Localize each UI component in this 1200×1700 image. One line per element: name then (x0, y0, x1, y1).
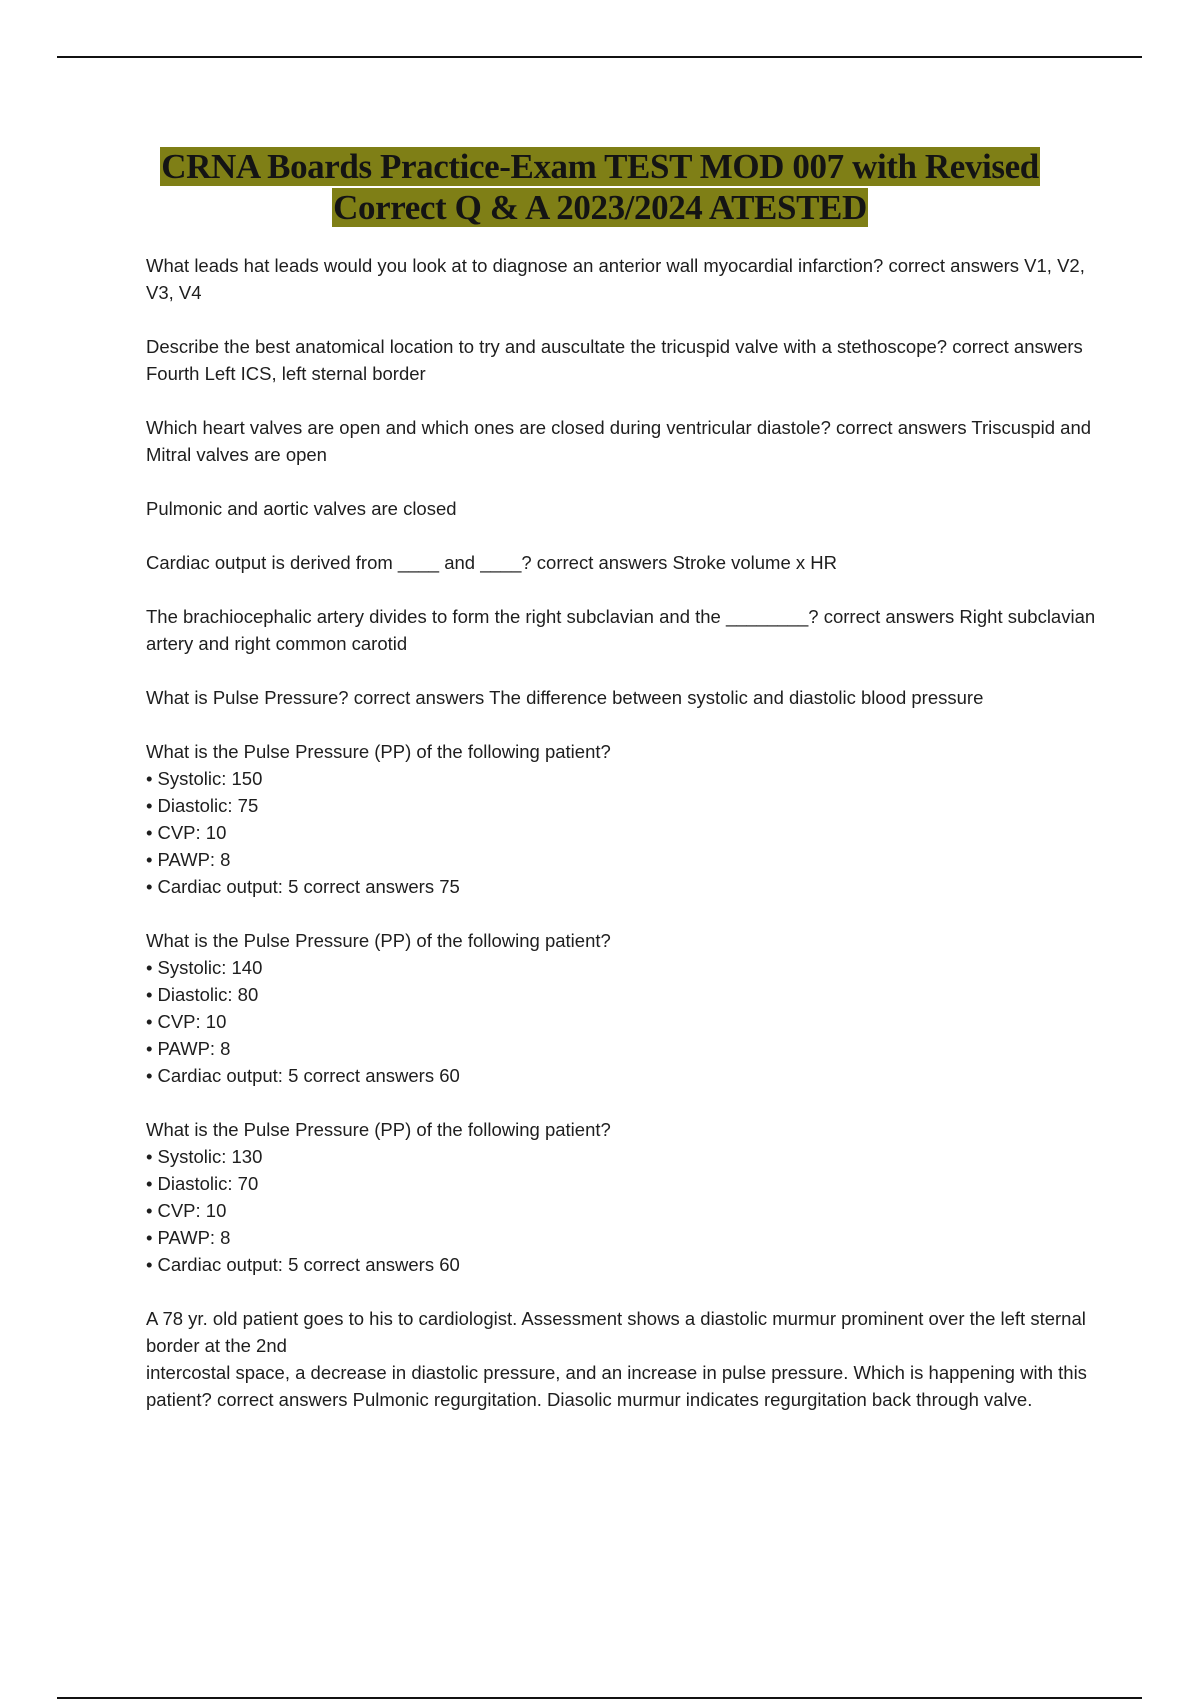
pp-values-list (146, 765, 1106, 900)
title-line-2: Correct Q & A 2023/2024 ATESTED (333, 188, 867, 227)
bullet-icon: • (146, 1227, 153, 1248)
case-question (146, 1305, 1106, 1413)
list-item: • PAWP: 8 (146, 849, 231, 870)
pp-question-text: What is the Pulse Pressure (PP) of the following patient? (146, 1119, 611, 1140)
qa-item: Which heart valves are open and which ones are closed during ventricular diastole? correct answers Triscuspid and Mitral valves are open (146, 417, 1092, 465)
title-line-1: CRNA Boards Practice-Exam TEST MOD 007 with Revised (161, 147, 1039, 186)
pp-question-3 (146, 1116, 1106, 1278)
qa-item: Cardiac output is derived from ____ and ____? correct answers Stroke volume x HR (146, 552, 838, 573)
qa-item: The brachiocephalic artery divides to form the right subclavian and the ________? correct answers Right subclavian artery and right common carotid (146, 606, 1096, 654)
bullet-icon: • (146, 795, 153, 816)
pp-question-2 (146, 927, 1106, 1089)
bullet-icon: • (146, 1011, 153, 1032)
bullet-icon: • (146, 1146, 153, 1167)
bullet-icon: • (146, 768, 153, 789)
top-rule (57, 56, 1142, 58)
document-body (146, 252, 1106, 1413)
bullet-icon: • (146, 876, 153, 897)
case-question-line-2: intercostal space, a decrease in diastolic pressure, and an increase in pulse pressure. Which is happening with this patient? correct answers Pulmonic regurgitation. Diasolic murmur indicates regurgitation back through valve. (146, 1362, 1087, 1410)
bullet-icon: • (146, 984, 153, 1005)
bullet-icon: • (146, 1065, 153, 1086)
qa-item: Describe the best anatomical location to try and auscultate the tricuspid valve with a stethoscope? correct answers Fourth Left ICS, left sternal border (146, 336, 1083, 384)
qa-item: What is Pulse Pressure? correct answers The difference between systolic and diastolic blood pressure (146, 687, 984, 708)
list-item: • Diastolic: 80 (146, 984, 259, 1005)
bullet-icon: • (146, 1173, 153, 1194)
pp-question-1 (146, 738, 1106, 900)
qa-item: Pulmonic and aortic valves are closed (146, 498, 457, 519)
bullet-icon: • (146, 1254, 153, 1275)
bullet-icon: • (146, 1038, 153, 1059)
bullet-icon: • (146, 849, 153, 870)
pp-values-list (146, 1143, 1106, 1278)
list-item: • PAWP: 8 (146, 1227, 231, 1248)
case-question-line-1: A 78 yr. old patient goes to his to cardiologist. Assessment shows a diastolic murmur prominent over the left sternal border at the 2nd (146, 1308, 1086, 1356)
bottom-rule (57, 1697, 1142, 1699)
bullet-icon: • (146, 1200, 153, 1221)
list-item: • Cardiac output: 5 correct answers 60 (146, 1254, 460, 1275)
list-item: • Systolic: 130 (146, 1146, 263, 1167)
pp-question-text: What is the Pulse Pressure (PP) of the following patient? (146, 741, 611, 762)
list-item: • Diastolic: 70 (146, 1173, 259, 1194)
pp-question-text: What is the Pulse Pressure (PP) of the following patient? (146, 930, 611, 951)
pp-values-list (146, 954, 1106, 1089)
list-item: • CVP: 10 (146, 1011, 227, 1032)
list-item: • PAWP: 8 (146, 1038, 231, 1059)
list-item: • Systolic: 150 (146, 768, 263, 789)
list-item: • CVP: 10 (146, 1200, 227, 1221)
bullet-icon: • (146, 957, 153, 978)
bullet-icon: • (146, 822, 153, 843)
document-title (100, 146, 1100, 228)
list-item: • CVP: 10 (146, 822, 227, 843)
list-item: • Cardiac output: 5 correct answers 60 (146, 1065, 460, 1086)
list-item: • Diastolic: 75 (146, 795, 259, 816)
list-item: • Systolic: 140 (146, 957, 263, 978)
list-item: • Cardiac output: 5 correct answers 75 (146, 876, 460, 897)
qa-item: What leads hat leads would you look at to diagnose an anterior wall myocardial infarction? correct answers V1, V2, V3, V4 (146, 255, 1085, 303)
